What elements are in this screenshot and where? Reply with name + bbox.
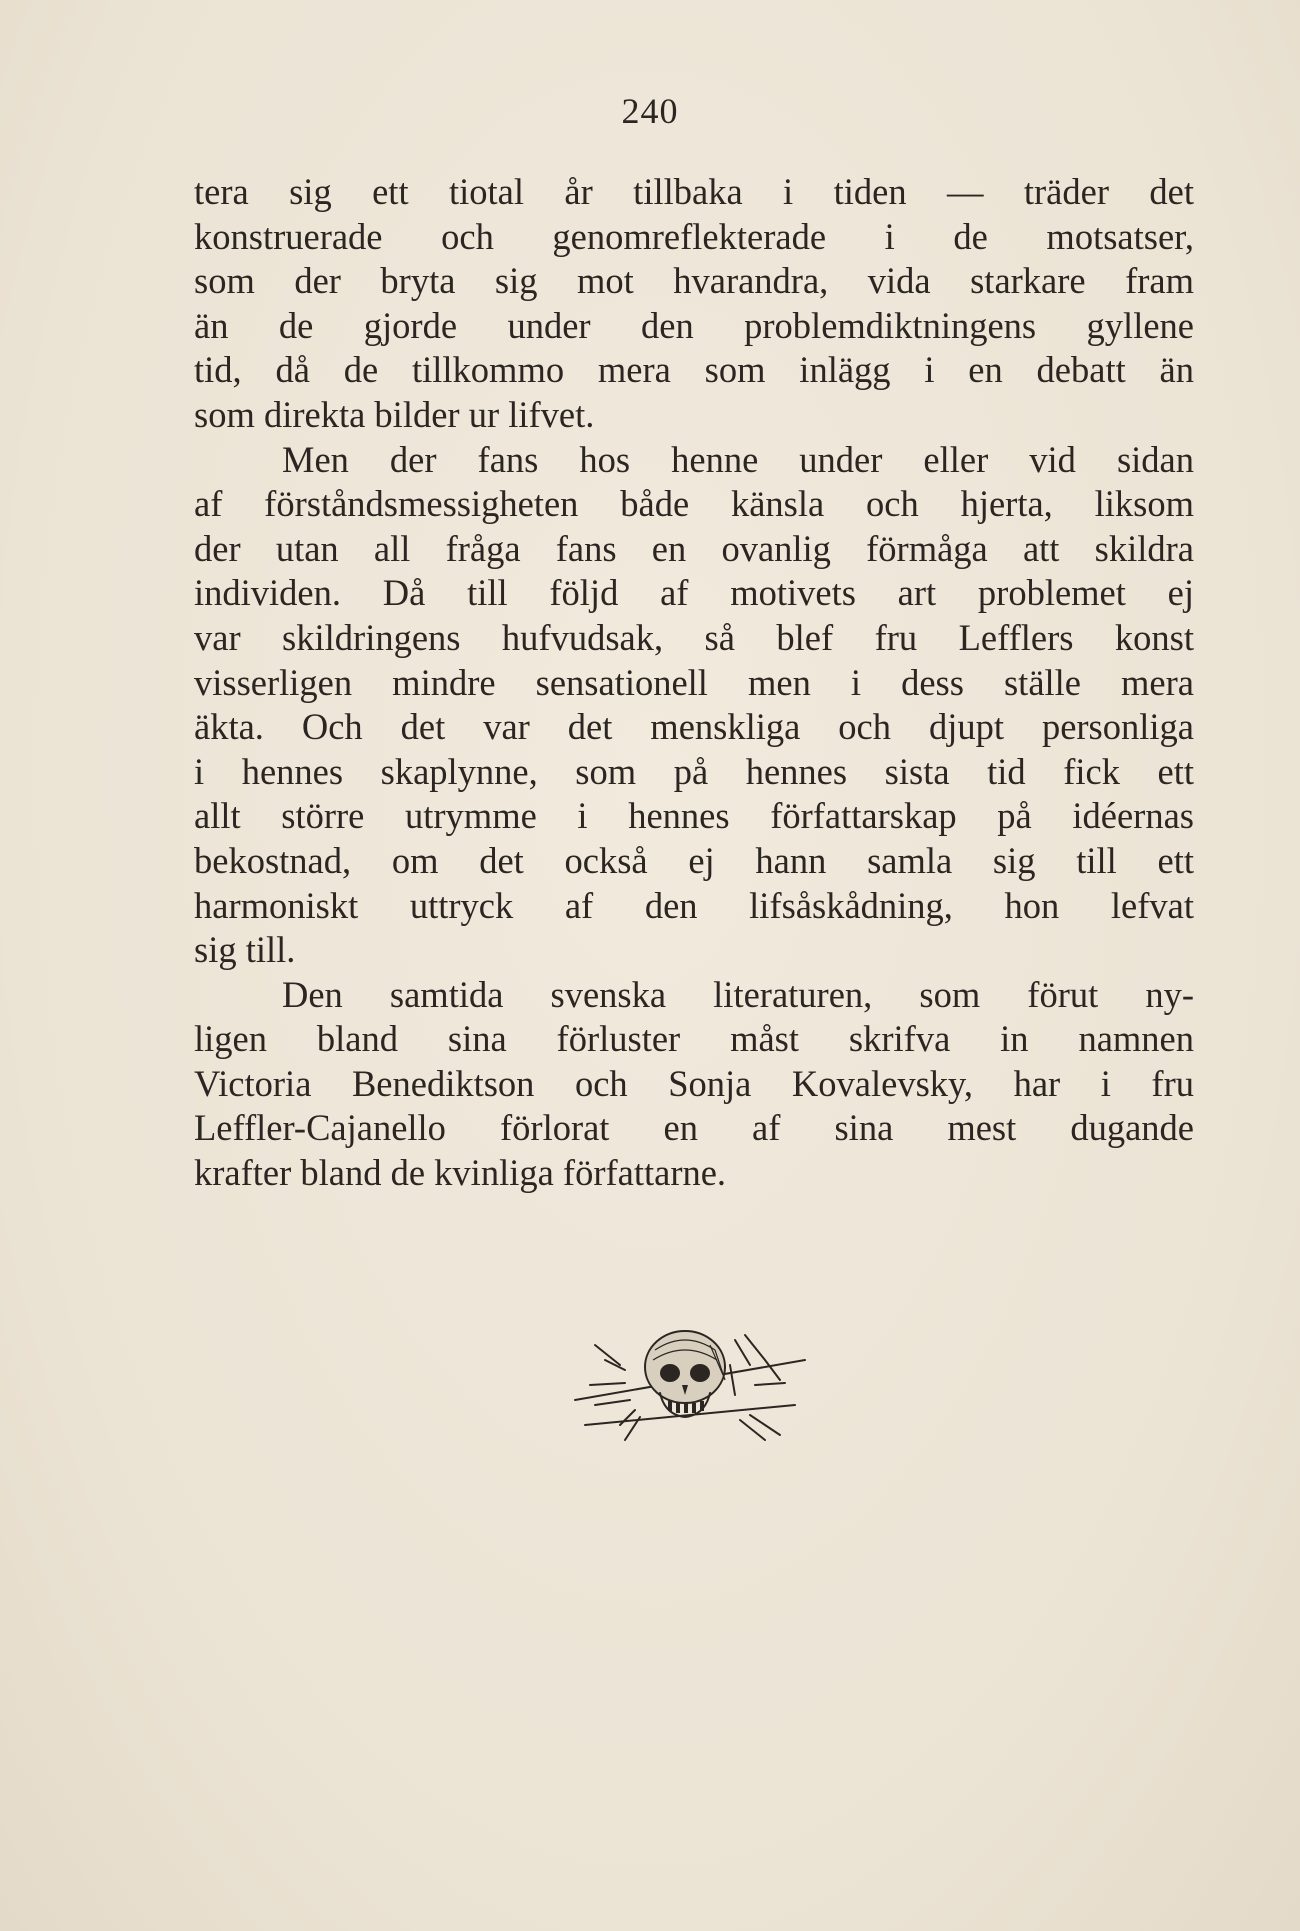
text-line: visserligen mindre sensationell men i dess ställe mera (194, 661, 1194, 703)
page-number: 240 (621, 91, 679, 131)
text-line: der utan all fråga fans en ovanlig förmåga att skildra (194, 527, 1194, 569)
text-line: Victoria Benediktson och Sonja Kovalevsky, har i fru (194, 1062, 1194, 1104)
text-line: allt större utrymme i hennes författarskap på idéernas (194, 795, 1194, 837)
text-line: konstruerade och genomreflekterade i de motsatser, (194, 215, 1194, 257)
text-line: ligen bland sina förluster måst skrifva in namnen (194, 1018, 1194, 1060)
text-line: som direkta bilder ur lifvet. (194, 393, 595, 435)
text-line: äkta. Och det var det menskliga och djupt personliga (194, 706, 1194, 748)
skull-and-crossed-branches-icon (565, 1305, 815, 1445)
body-text (194, 170, 1194, 1196)
text-line: individen. Då till följd af motivets art problemet ej (194, 572, 1194, 614)
text-line: harmoniskt uttryck af den lifsåskådning, hon lefvat (194, 884, 1194, 926)
text-line: än de gjorde under den problemdiktningens gyllene (194, 304, 1194, 346)
text-line: var skildringens hufvudsak, så blef fru Lefflers konst (194, 616, 1194, 658)
paragraph (194, 973, 1194, 1196)
paragraph (194, 170, 1194, 438)
text-line: som der bryta sig mot hvarandra, vida starkare fram (194, 260, 1194, 302)
text-line: Leffler-Cajanello förlorat en af sina mest dugande (194, 1107, 1194, 1149)
text-line: Den samtida svenska literaturen, som förut ny- (282, 973, 1194, 1015)
text-line: af förståndsmessigheten både känsla och hjerta, liksom (194, 483, 1194, 525)
text-line: tera sig ett tiotal år tillbaka i tiden — träder det (194, 171, 1194, 212)
text-line: Men der fans hos henne under eller vid sidan (282, 438, 1194, 480)
paragraph (194, 438, 1194, 973)
text-line: sig till. (194, 929, 296, 971)
text-line: i hennes skaplynne, som på hennes sista tid fick ett (194, 750, 1194, 792)
text-line: krafter bland de kvinliga författarne. (194, 1152, 727, 1194)
text-line: bekostnad, om det också ej hann samla sig till ett (194, 839, 1194, 881)
text-line: tid, då de tillkommo mera som inlägg i en debatt än (194, 349, 1194, 391)
